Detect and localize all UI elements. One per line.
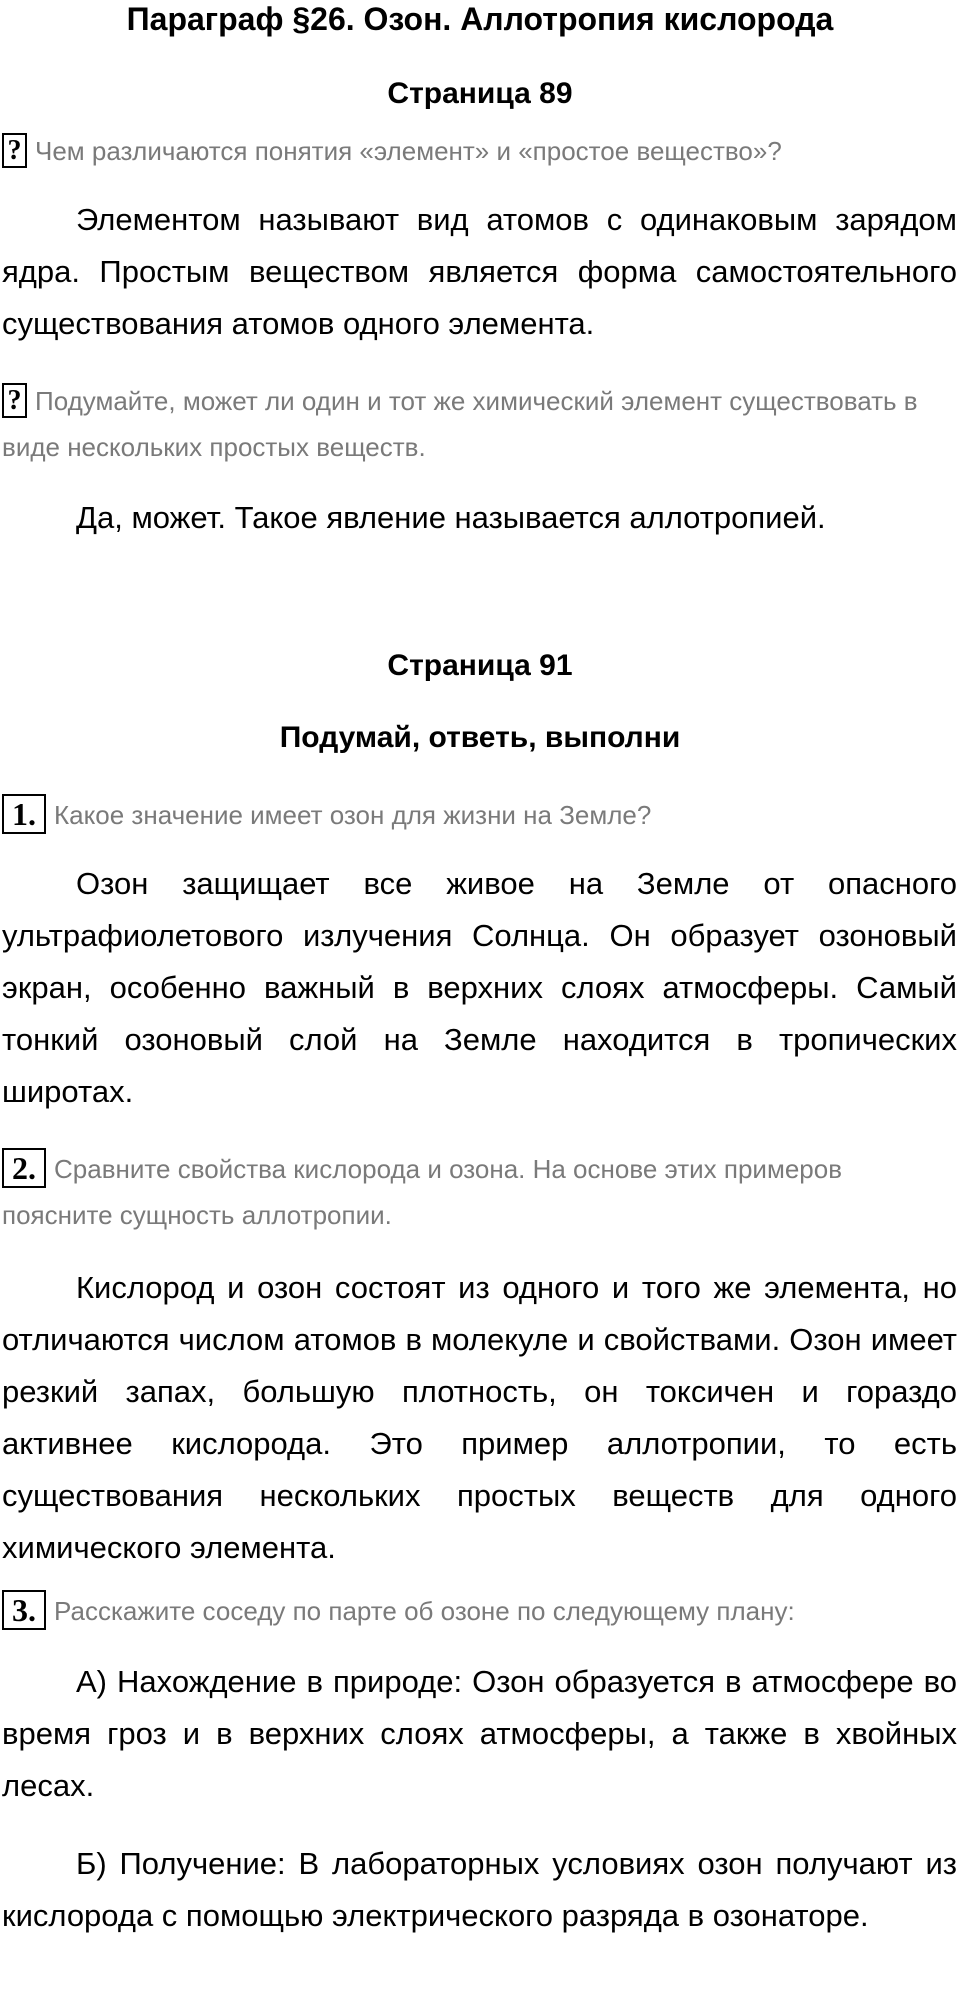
- question-mark-icon: ?: [2, 383, 27, 418]
- number-3-badge: 3.: [2, 1590, 46, 1630]
- answer-paragraph: Элементом называют вид атомов с одинаковым зарядом ядра. Простым веществом является форма самостоятельного существования атомов одного элемента.: [2, 202, 957, 341]
- question-label: Подумайте, может ли один и тот же химический элемент существовать в виде нескольких простых веществ.: [2, 386, 918, 462]
- answer-paragraph: Озон защищает все живое на Земле от опасного ультрафиолетового излучения Солнца. Он образует озоновый экран, особенно важный в верхних слоях атмосферы. Самый тонкий озоновый слой на Земле находится в тропических широтах.: [2, 866, 957, 1109]
- question-label: Какое значение имеет озон для жизни на Земле?: [54, 800, 652, 830]
- number-1-badge: 1.: [2, 794, 46, 834]
- question-label: Сравните свойства кислорода и озона. На основе этих примеров поясните сущность аллотропии.: [2, 1154, 843, 1230]
- answer-paragraph: Да, может. Такое явление называется аллотропией.: [76, 500, 826, 535]
- question-label: Расскажите соседу по парте об озоне по следующему плану:: [54, 1596, 795, 1626]
- question-2-text: [2, 378, 957, 470]
- number-2-badge: 2.: [2, 1148, 46, 1188]
- exercise-2-question: [2, 1146, 957, 1238]
- exercise-3-question: [2, 1588, 957, 1634]
- exercise-subheading: Подумай, ответь, выполни: [279, 721, 681, 754]
- question-mark-icon: ?: [2, 133, 27, 168]
- question-1-text: [2, 128, 957, 174]
- answer-paragraph-a: А) Нахождение в природе: Озон образуется в атмосфере во время гроз и в верхних слоях атмосферы, а также в хвойных лесах.: [2, 1664, 957, 1803]
- question-label: Чем различаются понятия «элемент» и «простое вещество»?: [35, 136, 782, 166]
- exercise-1-question: [2, 792, 957, 838]
- page-title: Параграф §26. Озон. Аллотропия кислорода: [126, 1, 834, 37]
- section-heading-page-89: Страница 89: [387, 77, 573, 110]
- answer-paragraph: Кислород и озон состоят из одного и того же элемента, но отличаются числом атомов в молекуле и свойствами. Озон имеет резкий запах, большую плотность, он токсичен и гораздо активнее кислорода. Это пример аллотропии, то есть существования нескольких простых веществ для одного химического элемента.: [2, 1270, 957, 1565]
- answer-paragraph-b: Б) Получение: В лабораторных условиях озон получают из кислорода с помощью электрического разряда в озонаторе.: [2, 1846, 957, 1933]
- section-heading-page-91: Страница 91: [387, 649, 573, 682]
